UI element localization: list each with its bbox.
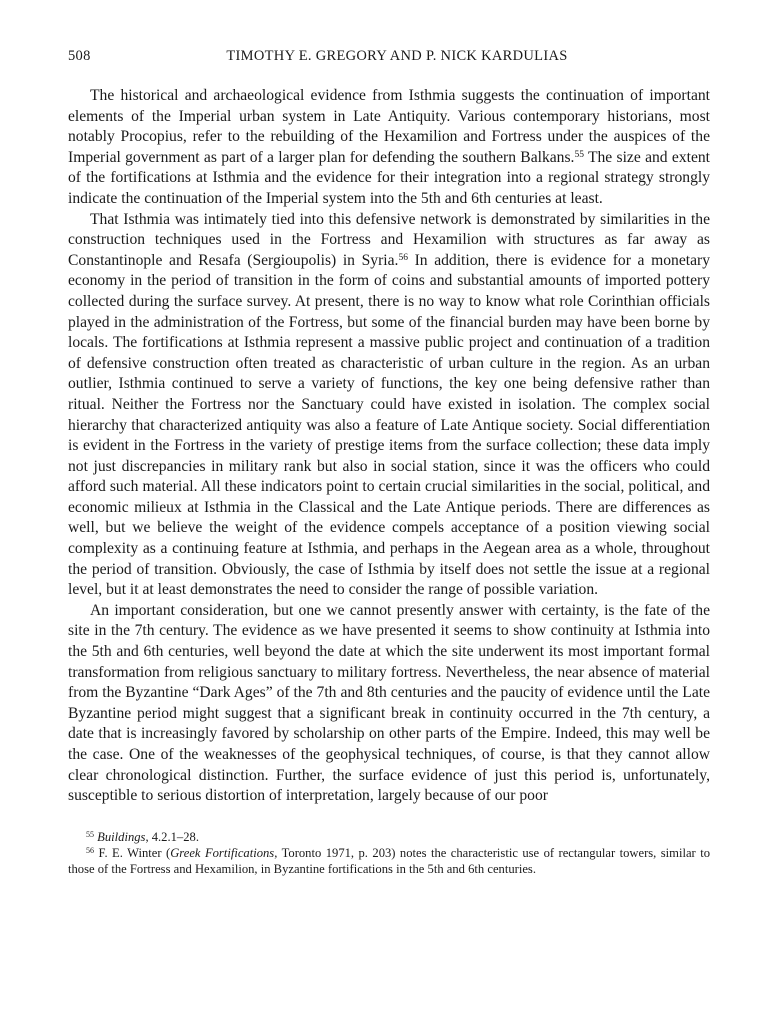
running-head-authors: TIMOTHY E. GREGORY AND P. NICK KARDULIAS: [226, 48, 568, 64]
footnote-ref-55[interactable]: 55: [574, 149, 584, 160]
footnotes: [68, 829, 710, 877]
body-text: [68, 86, 710, 807]
paragraph-2-part-b: In addition, there is evidence for a monetary economy in the period of transition in the form of coins and substantial amounts of imported pottery collected during the surface survey. At present, there is no way to know what role Corinthian officials played in the administration of the Fortress, but some of the financial burden may have been borne by locals. The fortifications at Isthmia represent a massive public project and continuation of a tradition of defensive construction often treated as characteristic of urban culture in the region. As an urban outlier, Isthmia continued to serve a variety of functions, the key one being defensive rather than ritual. Neither the Fortress nor the Sanctuary could have existed in isolation. The complex social hierarchy that characterized antiquity was also a feature of Late Antique society. Social differentiation is evident in the Fortress in the variety of prestige items from the surface collection; these data imply not just discrepancies in military rank but also in social station, since it was the officers who could afford such material. All these indicators point to certain crucial similarities in the social, political, and economic milieux at Isthmia in the Classical and the Late Antique periods. There are differences as well, but we believe the weight of the evidence compels acceptance of a position viewing social complexity as a continuing feature at Isthmia, and perhaps in the Aegean area as a whole, throughout the period of transition. Obviously, the case of Isthmia by itself does not settle the issue at a regional level, but it at least demonstrates the need to consider the range of possible variation.: [68, 251, 710, 599]
footnote-56-title: Greek Fortifications: [170, 845, 275, 860]
paragraph-3: An important consideration, but one we cannot presently answer with certainty, is the fate of the site in the 7th century. The evidence as we have presented it seems to show continuity at Isthmia into the 5th and 6th centuries, well beyond the date at which the site underwent its most important formal transformation from religious sanctuary to military fortress. Nevertheless, the near absence of material from the Byzantine “Dark Ages” of the 7th and 8th centuries and the paucity of evidence until the Late Byzantine period might suggest that a significant break in continuity occurred in the 7th century, a date that is increasingly favored by scholarship on other parts of the Empire. Indeed, this may well be the case. One of the weaknesses of the geophysical techniques, of course, is that they cannot allow clear chronological distinction. Further, the surface evidence of just this period is, unfortunately, susceptible to serious distortion of interpretation, largely because of our poor: [68, 601, 710, 805]
page-number: 508: [68, 48, 91, 64]
footnote-56-text-b: , Toronto 1971, p. 203) notes the characteristic use of rectangular towers, similar to those of the Fortress and Hexamilion, in Byzantine fortifications in the 5th and 6th centuries.: [68, 845, 710, 876]
paragraph-2: [68, 210, 710, 601]
footnote-56: [68, 845, 710, 877]
footnote-56-text-a: F. E. Winter (: [94, 845, 171, 860]
paragraph-1-part-b: The size and extent of the fortifications at Isthmia and the evidence for their integration into a regional strategy strongly indicate the continuation of the Imperial system into the 5th and 6th centuries at least.: [68, 148, 710, 207]
paragraph-1: [68, 86, 710, 210]
paragraph-1-part-a: The historical and archaeological evidence from Isthmia suggests the continuation of important elements of the Imperial urban system in Late Antiquity. Various contemporary historians, most notably Procopius, refer to the rebuilding of the Hexamilion and Fortress under the auspices of the Imperial government as part of a larger plan for defending the southern Balkans.: [68, 87, 710, 166]
paragraph-2-part-a: That Isthmia was intimately tied into this defensive network is demonstrated by similarities in the construction techniques used in the Fortress and Hexamilion with structures as far away as Constantinople and Resafa (Sergioupolis) in Syria.: [68, 210, 710, 269]
footnote-55: [68, 829, 710, 845]
footnote-55-number: 55: [86, 829, 94, 839]
running-head: [68, 48, 710, 72]
footnote-56-number: 56: [86, 845, 94, 855]
footnote-55-text: , 4.2.1–28.: [145, 829, 199, 844]
footnote-ref-56[interactable]: 56: [398, 252, 408, 263]
footnote-55-title: Buildings: [97, 829, 146, 844]
